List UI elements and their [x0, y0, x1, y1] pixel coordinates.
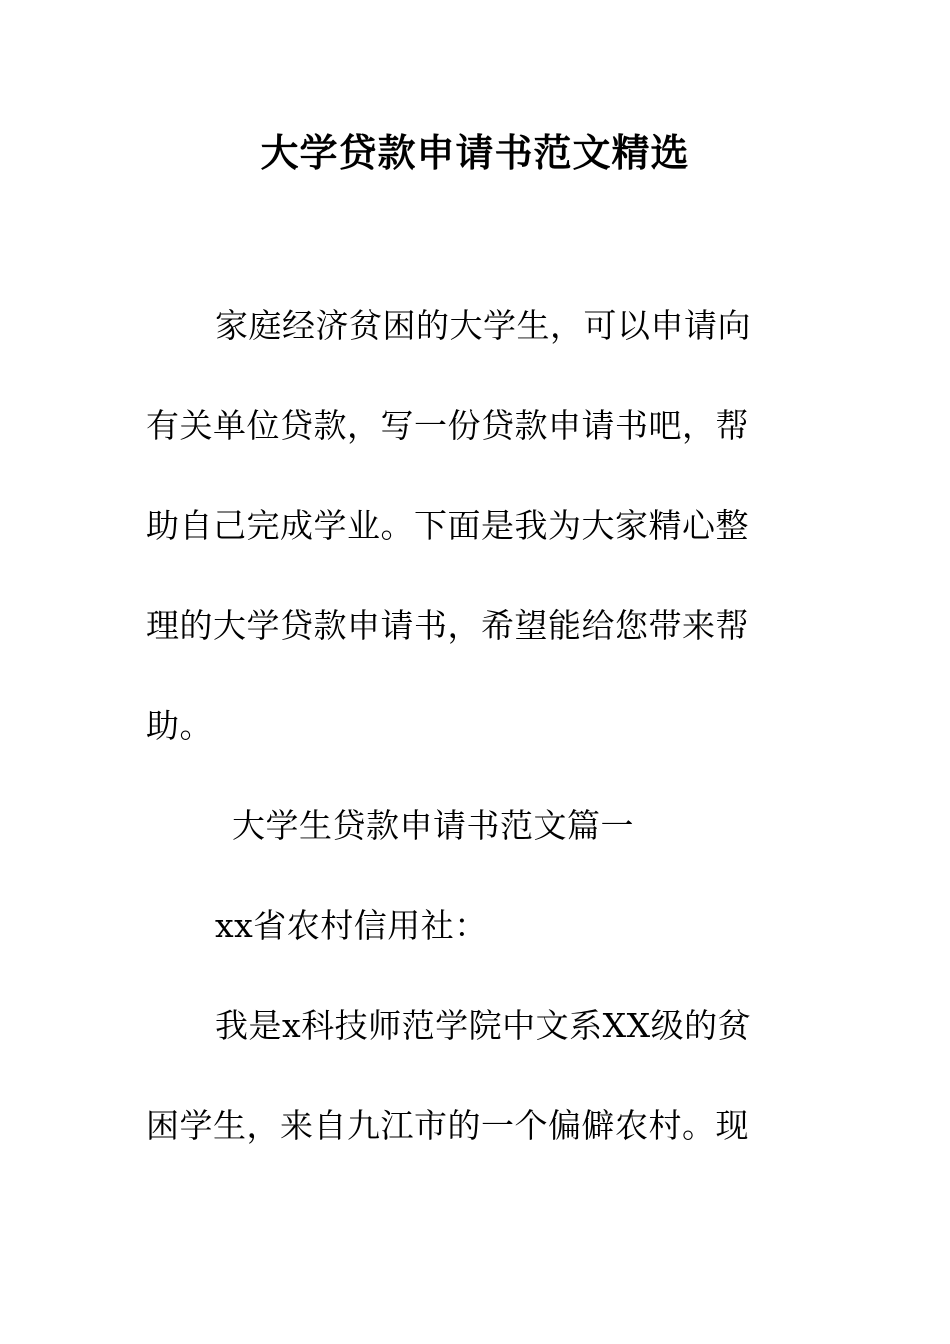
intro-line: 助自己完成学业。下面是我为大家精心整 — [146, 506, 749, 545]
intro-line: 有关单位贷款，写一份贷款申请书吧，帮 — [146, 406, 749, 445]
salutation: xx省农村信用社： — [215, 906, 488, 945]
document-title: 大学贷款申请书范文精选 — [260, 130, 690, 175]
intro-line: 家庭经济贫困的大学生，可以申请向 — [215, 306, 751, 345]
section-heading: 大学生贷款申请书范文篇一 — [232, 806, 634, 845]
intro-line: 理的大学贷款申请书，希望能给您带来帮 — [146, 606, 749, 645]
body-line: 困学生，来自九江市的一个偏僻农村。现 — [146, 1106, 749, 1145]
intro-line: 助。 — [146, 706, 213, 745]
body-line: 我是x科技师范学院中文系XX级的贫 — [215, 1006, 752, 1045]
